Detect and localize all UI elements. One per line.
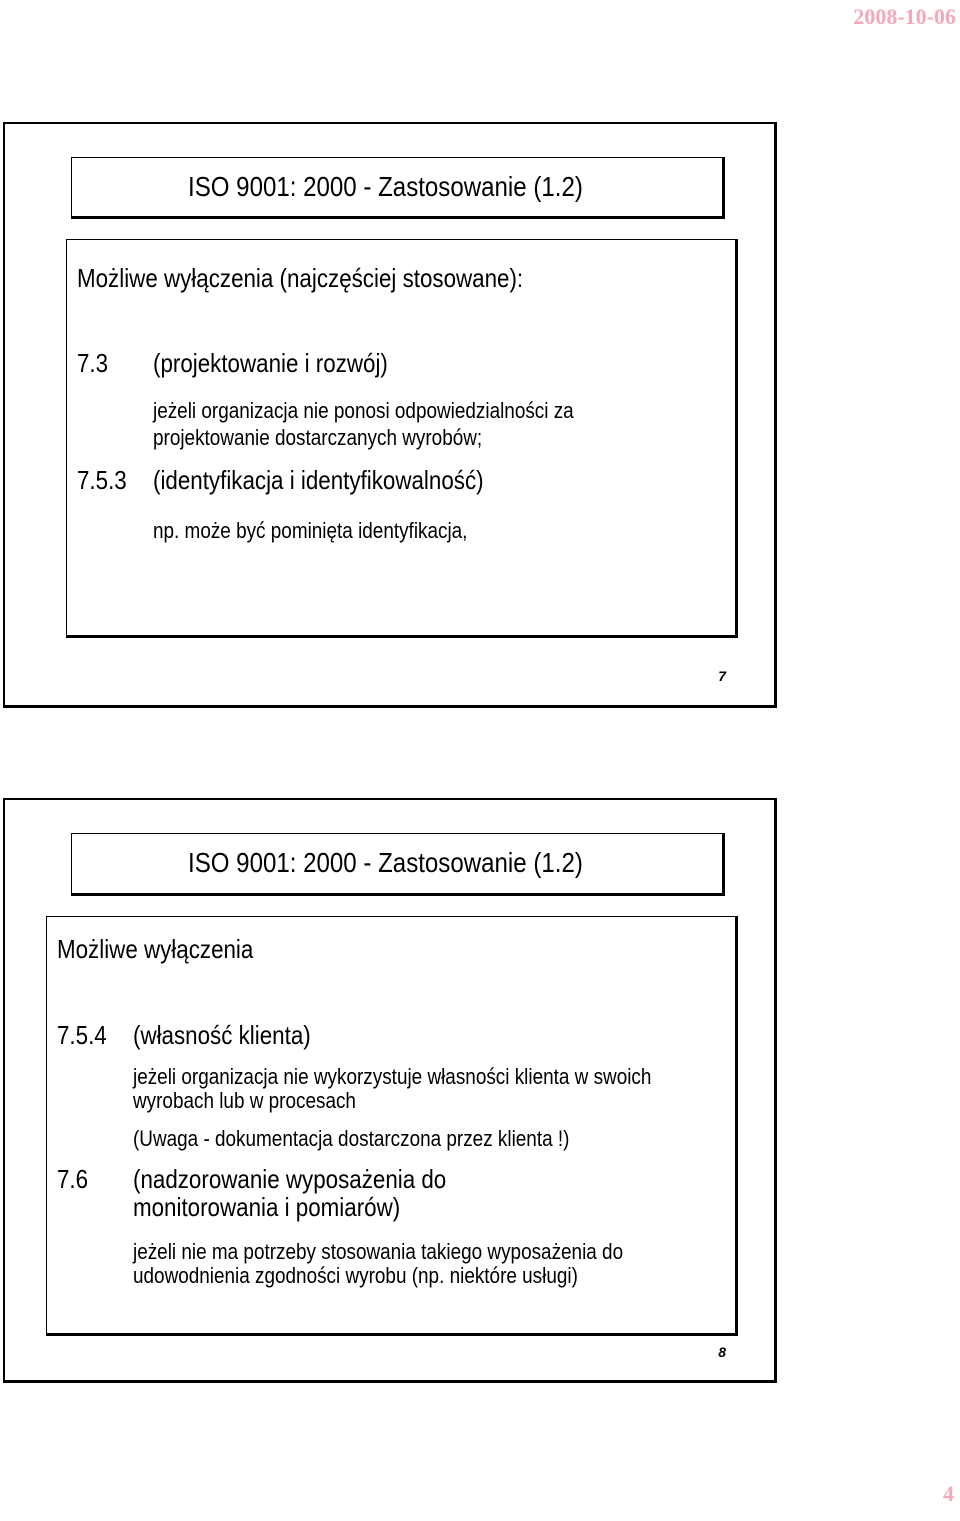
item-label: monitorowania i pomiarów)	[133, 1192, 401, 1222]
item-code: 7.3	[77, 348, 109, 378]
page-number: 4	[943, 1481, 954, 1506]
slide-8	[3, 798, 777, 1383]
item-description: udowodnienia zgodności wyrobu (np. niektóre usługi)	[133, 1263, 578, 1288]
item-label: (nadzorowanie wyposażenia do	[133, 1164, 447, 1194]
item-label: (identyfikacja i identyfikowalność)	[153, 465, 484, 495]
item-code: 7.5.4	[57, 1020, 107, 1050]
item-description: jeżeli organizacja nie wykorzystuje własności klienta w swoich	[133, 1064, 652, 1089]
slide-title: ISO 9001: 2000 - Zastosowanie (1.2)	[188, 171, 583, 202]
slide-title: ISO 9001: 2000 - Zastosowanie (1.2)	[188, 847, 583, 878]
item-code: 7.6	[57, 1164, 89, 1194]
slide-7	[3, 122, 777, 708]
slide-title-box	[71, 833, 725, 896]
slide-heading: Możliwe wyłączenia (najczęściej stosowane):	[77, 263, 524, 293]
item-code: 7.5.3	[77, 465, 127, 495]
item-description: jeżeli nie ma potrzeby stosowania takiego wyposażenia do	[133, 1239, 624, 1264]
slide-number: 8	[718, 1344, 726, 1360]
slide-heading: Możliwe wyłączenia	[57, 934, 254, 964]
item-label: (własność klienta)	[133, 1020, 311, 1050]
item-description: wyrobach lub w procesach	[133, 1088, 356, 1113]
item-description: jeżeli organizacja nie ponosi odpowiedzialności za	[153, 398, 574, 423]
page-date: 2008-10-06	[853, 4, 956, 29]
item-label: (projektowanie i rozwój)	[153, 348, 388, 378]
slide-title-box	[71, 157, 725, 219]
slide-number: 7	[718, 668, 726, 684]
item-note: (Uwaga - dokumentacja dostarczona przez klienta !)	[133, 1126, 570, 1151]
item-description: np. może być pominięta identyfikacja,	[153, 518, 468, 543]
item-description: projektowanie dostarczanych wyrobów;	[153, 425, 483, 450]
